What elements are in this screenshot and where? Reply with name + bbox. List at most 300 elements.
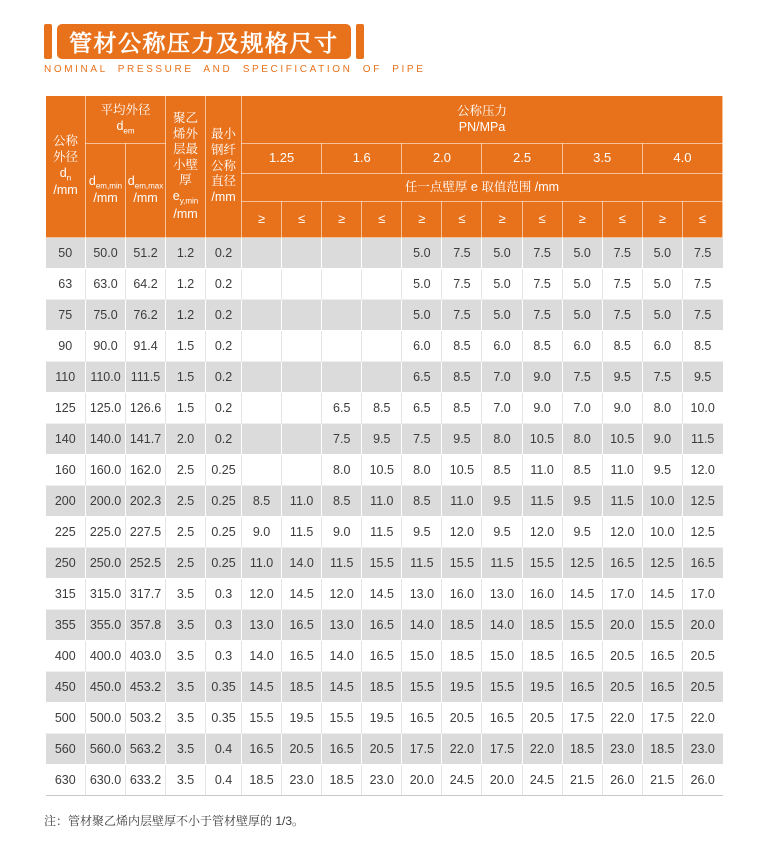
- cell-value: 18.5: [442, 610, 482, 641]
- cell-value: 0.2: [206, 424, 242, 455]
- cell-value: 6.0: [482, 331, 522, 362]
- cell-nominal-od: 200: [46, 486, 86, 517]
- cell-value: 0.3: [206, 641, 242, 672]
- cell-value: [322, 269, 362, 300]
- cell-value: 111.5: [126, 362, 166, 393]
- cell-value: 503.2: [126, 703, 166, 734]
- cell-value: 17.5: [402, 734, 442, 765]
- table-row: [46, 300, 723, 331]
- cell-value: 11.0: [522, 455, 562, 486]
- cell-value: 12.5: [682, 517, 722, 548]
- cell-value: 6.5: [322, 393, 362, 424]
- cell-value: 13.0: [242, 610, 282, 641]
- cell-value: 1.5: [166, 362, 206, 393]
- col-header-avg-od-min: $d_{em,min}$ /mm: [86, 144, 126, 238]
- cell-value: 0.35: [206, 703, 242, 734]
- cell-value: 3.5: [166, 672, 206, 703]
- cell-value: 9.5: [642, 455, 682, 486]
- cell-value: 8.0: [322, 455, 362, 486]
- cell-value: 18.5: [242, 765, 282, 796]
- cell-value: [362, 300, 402, 331]
- cell-nominal-od: 500: [46, 703, 86, 734]
- cell-value: 11.5: [282, 517, 322, 548]
- cell-value: 16.5: [602, 548, 642, 579]
- cell-value: 16.5: [562, 672, 602, 703]
- col-header-avg-od-group: [86, 96, 166, 144]
- cell-value: 6.0: [642, 331, 682, 362]
- ge-symbol: ≥: [642, 202, 682, 238]
- cell-value: 50.0: [86, 238, 126, 269]
- cell-value: 0.25: [206, 486, 242, 517]
- cell-value: 14.0: [282, 548, 322, 579]
- cell-value: 3.5: [166, 765, 206, 796]
- cell-nominal-od: 75: [46, 300, 86, 331]
- cell-value: 140.0: [86, 424, 126, 455]
- cell-value: 20.5: [682, 672, 722, 703]
- cell-value: 8.5: [562, 455, 602, 486]
- page-subtitle-en: NOMINAL PRESSURE AND SPECIFICATION OF PIPE: [44, 64, 426, 75]
- cell-value: 8.0: [482, 424, 522, 455]
- cell-value: [322, 331, 362, 362]
- pipe-spec-table: [45, 95, 723, 796]
- cell-value: 19.5: [282, 703, 322, 734]
- cell-value: 11.5: [322, 548, 362, 579]
- cell-value: 6.5: [402, 362, 442, 393]
- cell-value: 26.0: [602, 765, 642, 796]
- table-row: [46, 734, 723, 765]
- cell-value: 12.0: [242, 579, 282, 610]
- cell-value: 9.5: [362, 424, 402, 455]
- cell-nominal-od: 450: [46, 672, 86, 703]
- cell-value: 450.0: [86, 672, 126, 703]
- cell-nominal-od: 140: [46, 424, 86, 455]
- cell-value: 11.0: [282, 486, 322, 517]
- cell-value: 18.5: [282, 672, 322, 703]
- cell-value: 23.0: [682, 734, 722, 765]
- cell-value: 26.0: [682, 765, 722, 796]
- cell-value: 11.5: [682, 424, 722, 455]
- footnote: 注：管材聚乙烯内层壁厚不小于管材壁厚的 1/3。: [44, 814, 305, 828]
- cell-value: [322, 362, 362, 393]
- cell-value: 633.2: [126, 765, 166, 796]
- cell-value: 16.5: [322, 734, 362, 765]
- col-header-pe-outer-min-wall: [166, 96, 206, 238]
- ge-symbol: ≥: [242, 202, 282, 238]
- pn-class-2.5: 2.5: [482, 144, 562, 174]
- cell-value: 7.5: [682, 238, 722, 269]
- le-symbol: ≤: [602, 202, 642, 238]
- cell-value: 15.5: [322, 703, 362, 734]
- cell-value: 10.0: [682, 393, 722, 424]
- cell-value: 17.5: [482, 734, 522, 765]
- cell-value: 9.5: [402, 517, 442, 548]
- cell-value: 15.0: [402, 641, 442, 672]
- cell-value: 64.2: [126, 269, 166, 300]
- cell-value: 17.0: [602, 579, 642, 610]
- cell-value: 16.0: [442, 579, 482, 610]
- cell-value: 3.5: [166, 610, 206, 641]
- cell-value: 125.0: [86, 393, 126, 424]
- cell-value: 21.5: [642, 765, 682, 796]
- cell-value: 400.0: [86, 641, 126, 672]
- cell-value: 12.0: [322, 579, 362, 610]
- cell-value: 14.5: [322, 672, 362, 703]
- col-header-nominal-od-label: 公称外径: [52, 134, 78, 164]
- cell-value: 2.5: [166, 548, 206, 579]
- cell-value: 8.5: [602, 331, 642, 362]
- cell-value: 15.5: [482, 672, 522, 703]
- cell-value: 0.2: [206, 331, 242, 362]
- cell-nominal-od: 630: [46, 765, 86, 796]
- cell-value: 5.0: [562, 238, 602, 269]
- cell-nominal-od: 250: [46, 548, 86, 579]
- cell-value: 6.0: [402, 331, 442, 362]
- table-row: [46, 548, 723, 579]
- cell-value: 7.0: [482, 393, 522, 424]
- cell-value: 13.0: [482, 579, 522, 610]
- cell-value: 9.5: [442, 424, 482, 455]
- cell-value: 18.5: [522, 641, 562, 672]
- cell-value: 250.0: [86, 548, 126, 579]
- cell-value: 14.0: [482, 610, 522, 641]
- cell-value: [282, 455, 322, 486]
- cell-value: 13.0: [322, 610, 362, 641]
- table-row: [46, 424, 723, 455]
- cell-value: [242, 424, 282, 455]
- cell-value: 18.5: [522, 610, 562, 641]
- cell-value: 11.5: [602, 486, 642, 517]
- table-row: [46, 641, 723, 672]
- ge-symbol: ≥: [402, 202, 442, 238]
- cell-value: 1.2: [166, 269, 206, 300]
- table-row: [46, 703, 723, 734]
- col-header-nominal-od-unit: /mm: [53, 183, 78, 198]
- cell-value: 7.5: [602, 269, 642, 300]
- cell-value: 19.5: [522, 672, 562, 703]
- cell-nominal-od: 50: [46, 238, 86, 269]
- cell-value: 18.5: [442, 641, 482, 672]
- cell-nominal-od: 125: [46, 393, 86, 424]
- cell-value: 21.5: [562, 765, 602, 796]
- table-row: [46, 765, 723, 796]
- cell-value: 18.5: [362, 672, 402, 703]
- cell-value: [362, 362, 402, 393]
- cell-value: 8.5: [322, 486, 362, 517]
- cell-value: 15.5: [242, 703, 282, 734]
- cell-value: 22.0: [522, 734, 562, 765]
- cell-value: 0.2: [206, 393, 242, 424]
- cell-value: 16.5: [642, 641, 682, 672]
- cell-value: 7.5: [642, 362, 682, 393]
- cell-value: 5.0: [642, 269, 682, 300]
- cell-value: 2.5: [166, 455, 206, 486]
- cell-value: 5.0: [482, 238, 522, 269]
- table-header: [46, 96, 723, 238]
- cell-value: 15.5: [362, 548, 402, 579]
- cell-value: 12.5: [642, 548, 682, 579]
- col-header-steel-label: 最小钢纤公称直径: [211, 127, 237, 189]
- cell-value: 563.2: [126, 734, 166, 765]
- cell-value: 3.5: [166, 734, 206, 765]
- cell-value: 2.5: [166, 486, 206, 517]
- cell-value: 11.0: [242, 548, 282, 579]
- cell-value: 8.5: [522, 331, 562, 362]
- cell-value: 7.5: [522, 238, 562, 269]
- cell-value: 0.35: [206, 672, 242, 703]
- cell-value: 7.5: [602, 238, 642, 269]
- cell-value: 10.0: [642, 517, 682, 548]
- cell-value: 9.5: [562, 486, 602, 517]
- table-row: [46, 455, 723, 486]
- cell-value: 7.5: [402, 424, 442, 455]
- cell-value: 12.0: [602, 517, 642, 548]
- cell-value: 20.5: [442, 703, 482, 734]
- cell-value: 16.5: [282, 641, 322, 672]
- col-header-avg-od-max: $d_{em,max}$ /mm: [126, 144, 166, 238]
- cell-value: 7.5: [682, 269, 722, 300]
- cell-value: 225.0: [86, 517, 126, 548]
- cell-value: 160.0: [86, 455, 126, 486]
- le-symbol: ≤: [522, 202, 562, 238]
- cell-nominal-od: 225: [46, 517, 86, 548]
- col-header-pe-outer-unit: /mm: [173, 206, 198, 221]
- cell-value: 1.2: [166, 238, 206, 269]
- cell-value: 23.0: [602, 734, 642, 765]
- cell-value: 20.0: [402, 765, 442, 796]
- cell-value: 7.5: [682, 300, 722, 331]
- col-header-nominal-pressure: [242, 96, 723, 144]
- cell-value: 15.5: [442, 548, 482, 579]
- cell-value: [282, 393, 322, 424]
- cell-value: 20.0: [602, 610, 642, 641]
- cell-value: 8.5: [362, 393, 402, 424]
- cell-value: 8.5: [242, 486, 282, 517]
- cell-value: 7.5: [522, 269, 562, 300]
- cell-value: [242, 362, 282, 393]
- cell-value: 14.5: [282, 579, 322, 610]
- col-header-nominal-od-symbol: $d_n$: [59, 165, 72, 183]
- table-row: [46, 393, 723, 424]
- cell-value: 5.0: [642, 300, 682, 331]
- cell-value: 20.0: [682, 610, 722, 641]
- cell-value: 12.0: [522, 517, 562, 548]
- cell-nominal-od: 355: [46, 610, 86, 641]
- cell-value: 315.0: [86, 579, 126, 610]
- cell-value: 2.5: [166, 517, 206, 548]
- cell-value: 16.5: [242, 734, 282, 765]
- cell-value: 3.5: [166, 579, 206, 610]
- cell-value: 5.0: [562, 300, 602, 331]
- cell-nominal-od: 315: [46, 579, 86, 610]
- cell-value: 9.5: [482, 517, 522, 548]
- cell-value: [242, 455, 282, 486]
- cell-value: 7.0: [482, 362, 522, 393]
- cell-value: 453.2: [126, 672, 166, 703]
- cell-value: 0.2: [206, 238, 242, 269]
- cell-value: 20.5: [362, 734, 402, 765]
- cell-value: 10.5: [362, 455, 402, 486]
- table-row: [46, 486, 723, 517]
- pn-class-4.0: 4.0: [642, 144, 722, 174]
- cell-value: 24.5: [522, 765, 562, 796]
- cell-value: 11.0: [602, 455, 642, 486]
- cell-value: 23.0: [282, 765, 322, 796]
- cell-value: 10.5: [602, 424, 642, 455]
- cell-value: 75.0: [86, 300, 126, 331]
- spec-table-body: [46, 238, 723, 796]
- cell-value: 12.0: [442, 517, 482, 548]
- cell-value: 17.0: [682, 579, 722, 610]
- cell-value: 19.5: [362, 703, 402, 734]
- cell-value: 5.0: [482, 300, 522, 331]
- page-title: 管材公称压力及规格尺寸: [57, 24, 351, 59]
- cell-value: 1.5: [166, 393, 206, 424]
- cell-value: 12.5: [562, 548, 602, 579]
- cell-value: 110.0: [86, 362, 126, 393]
- col-header-steel-fiber-dia: [206, 96, 242, 238]
- cell-value: 16.5: [362, 641, 402, 672]
- cell-value: 8.0: [402, 455, 442, 486]
- cell-value: 24.5: [442, 765, 482, 796]
- pn-class-1.25: 1.25: [242, 144, 322, 174]
- cell-value: 9.0: [242, 517, 282, 548]
- page-title-block: [44, 24, 425, 75]
- cell-value: 5.0: [642, 238, 682, 269]
- cell-value: 20.5: [602, 641, 642, 672]
- cell-nominal-od: 110: [46, 362, 86, 393]
- title-accent-bar-right: [356, 24, 364, 59]
- table-row: [46, 579, 723, 610]
- cell-value: 23.0: [362, 765, 402, 796]
- cell-value: 22.0: [602, 703, 642, 734]
- cell-value: 5.0: [402, 269, 442, 300]
- le-symbol: ≤: [282, 202, 322, 238]
- cell-value: 202.3: [126, 486, 166, 517]
- col-header-avg-od-symbol: $d_{em}$: [116, 118, 135, 136]
- cell-value: [282, 362, 322, 393]
- cell-value: 16.5: [642, 672, 682, 703]
- cell-value: [362, 331, 402, 362]
- cell-value: 7.5: [602, 300, 642, 331]
- cell-value: 8.0: [642, 393, 682, 424]
- cell-value: 6.0: [562, 331, 602, 362]
- cell-value: 90.0: [86, 331, 126, 362]
- cell-value: [282, 269, 322, 300]
- ge-symbol: ≥: [322, 202, 362, 238]
- cell-value: 9.0: [322, 517, 362, 548]
- cell-value: [322, 238, 362, 269]
- cell-value: 22.0: [682, 703, 722, 734]
- cell-value: 200.0: [86, 486, 126, 517]
- cell-value: [282, 300, 322, 331]
- cell-value: [282, 238, 322, 269]
- cell-value: 1.5: [166, 331, 206, 362]
- cell-value: 355.0: [86, 610, 126, 641]
- cell-value: 630.0: [86, 765, 126, 796]
- cell-value: 162.0: [126, 455, 166, 486]
- cell-value: 11.0: [362, 486, 402, 517]
- cell-value: 0.2: [206, 362, 242, 393]
- cell-value: 11.5: [522, 486, 562, 517]
- cell-value: 14.0: [242, 641, 282, 672]
- le-symbol: ≤: [362, 202, 402, 238]
- pn-class-1.6: 1.6: [322, 144, 402, 174]
- title-accent-bar-left: [44, 24, 52, 59]
- table-row: [46, 672, 723, 703]
- table-row: [46, 269, 723, 300]
- cell-value: 15.5: [522, 548, 562, 579]
- cell-nominal-od: 160: [46, 455, 86, 486]
- cell-value: 91.4: [126, 331, 166, 362]
- pn-class-3.5: 3.5: [562, 144, 642, 174]
- cell-value: 252.5: [126, 548, 166, 579]
- cell-value: 18.5: [562, 734, 602, 765]
- cell-value: 8.5: [442, 331, 482, 362]
- cell-value: 14.5: [242, 672, 282, 703]
- cell-value: 16.5: [282, 610, 322, 641]
- cell-value: 63.0: [86, 269, 126, 300]
- col-header-pe-outer-label: 聚乙烯外层最小壁厚: [173, 110, 199, 188]
- cell-value: 357.8: [126, 610, 166, 641]
- cell-value: 9.0: [522, 393, 562, 424]
- nominal-pressure-label: 公称压力: [457, 103, 508, 118]
- cell-value: 9.0: [602, 393, 642, 424]
- cell-value: [242, 238, 282, 269]
- cell-value: 9.5: [482, 486, 522, 517]
- cell-value: 126.6: [126, 393, 166, 424]
- cell-value: 8.5: [442, 362, 482, 393]
- cell-value: 16.5: [402, 703, 442, 734]
- cell-value: 8.0: [562, 424, 602, 455]
- cell-nominal-od: 90: [46, 331, 86, 362]
- cell-value: 20.0: [482, 765, 522, 796]
- cell-value: [362, 238, 402, 269]
- table-row: [46, 238, 723, 269]
- cell-value: 14.5: [642, 579, 682, 610]
- cell-value: 20.5: [602, 672, 642, 703]
- cell-value: 5.0: [562, 269, 602, 300]
- cell-value: 7.5: [442, 300, 482, 331]
- nominal-pressure-unit: PN/MPa: [458, 119, 506, 134]
- cell-value: 7.5: [442, 238, 482, 269]
- col-header-steel-unit: /mm: [211, 189, 236, 204]
- cell-value: 51.2: [126, 238, 166, 269]
- cell-value: 14.0: [402, 610, 442, 641]
- cell-value: [282, 331, 322, 362]
- cell-value: 11.5: [402, 548, 442, 579]
- cell-value: 5.0: [402, 300, 442, 331]
- cell-value: 15.5: [402, 672, 442, 703]
- cell-value: [242, 331, 282, 362]
- cell-value: [362, 269, 402, 300]
- cell-value: 9.5: [602, 362, 642, 393]
- cell-value: 13.0: [402, 579, 442, 610]
- cell-value: 14.5: [562, 579, 602, 610]
- cell-value: 0.25: [206, 517, 242, 548]
- cell-value: [242, 300, 282, 331]
- cell-value: 16.5: [362, 610, 402, 641]
- cell-value: 18.5: [322, 765, 362, 796]
- cell-value: 227.5: [126, 517, 166, 548]
- cell-value: 16.5: [562, 641, 602, 672]
- le-symbol: ≤: [682, 202, 722, 238]
- cell-value: 500.0: [86, 703, 126, 734]
- cell-value: 3.5: [166, 703, 206, 734]
- cell-value: 14.5: [362, 579, 402, 610]
- cell-value: 76.2: [126, 300, 166, 331]
- cell-value: 16.5: [682, 548, 722, 579]
- cell-value: 9.5: [562, 517, 602, 548]
